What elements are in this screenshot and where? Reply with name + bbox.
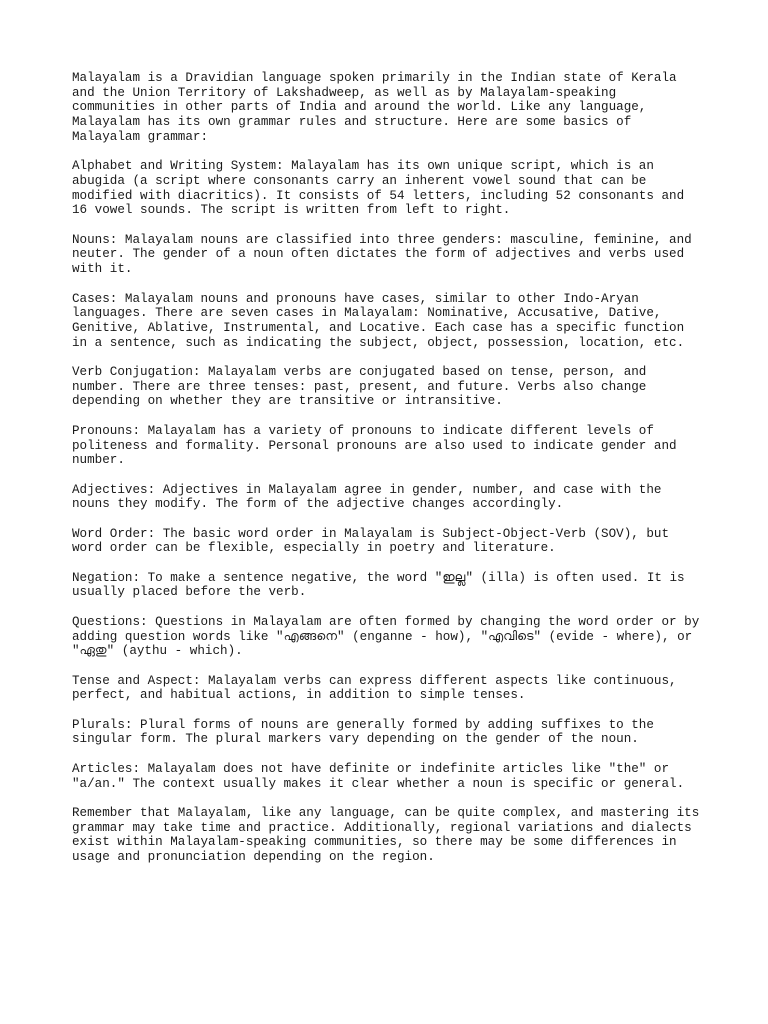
- negation-paragraph: Negation: To make a sentence negative, the word "ഇല്ല" (illa) is often used. It is usually placed before the verb.: [72, 570, 685, 600]
- alphabet-paragraph: Alphabet and Writing System: Malayalam has its own unique script, which is an abugida (a script where consonants carry an inherent vowel sound that can be modified with diacritics). It consists of 54 letters, including 52 consonants and 16 vowel sounds. The script is written from left to right.: [72, 159, 685, 218]
- verb-conjugation-paragraph: Verb Conjugation: Malayalam verbs are conjugated based on tense, person, and number. There are three tenses: past, present, and future. Verbs also change depending on whether they are transitive or intransitive.: [72, 365, 647, 409]
- tense-aspect-paragraph: Tense and Aspect: Malayalam verbs can express different aspects like continuous, perfect, and habitual actions, in addition to simple tenses.: [72, 673, 677, 703]
- conclusion-paragraph: Remember that Malayalam, like any language, can be quite complex, and mastering its grammar may take time and practice. Additionally, regional variations and dialects exist within Malayalam-speaking communities, so there may be some differences in usage and pronunciation depending on the region.: [72, 805, 700, 865]
- adjectives-paragraph: Adjectives: Adjectives in Malayalam agree in gender, number, and case with the nouns they modify. The form of the adjective changes accordingly.: [72, 482, 662, 512]
- word-order-paragraph: Word Order: The basic word order in Malayalam is Subject-Object-Verb (SOV), but word order can be flexible, especially in poetry and literature.: [72, 526, 670, 556]
- intro-paragraph: Malayalam is a Dravidian language spoken primarily in the Indian state of Kerala and the Union Territory of Lakshadweep, as well as by Malayalam-speaking communities in other parts of India and around the world. Like any language, Malayalam has its own grammar rules and structure. Here are some basics of Malayalam grammar:: [72, 71, 677, 144]
- cases-paragraph: Cases: Malayalam nouns and pronouns have cases, similar to other Indo-Aryan languages. There are seven cases in Malayalam: Nominative, Accusative, Dative, Genitive, Ablative, Instrumental, and Locative. Each case has a specific function in a sentence, such as indicating the subject, object, possession, location, etc.: [72, 291, 685, 350]
- articles-paragraph: Articles: Malayalam does not have definite or indefinite articles like "the" or "a/an." The context usually makes it clear whether a noun is specific or general.: [72, 761, 685, 791]
- pronouns-paragraph: Pronouns: Malayalam has a variety of pronouns to indicate different levels of politeness and formality. Personal pronouns are also used to indicate gender and number.: [72, 423, 677, 468]
- document-body: [72, 71, 712, 879]
- plurals-paragraph: Plurals: Plural forms of nouns are generally formed by adding suffixes to the singular form. The plural markers vary depending on the gender of the noun.: [72, 717, 654, 747]
- questions-paragraph: Questions: Questions in Malayalam are often formed by changing the word order or by adding question words like "എങ്ങനെ" (enganne - how), "എവിടെ" (evide - where), or "ഏതു" (aythu - which).: [72, 614, 700, 659]
- nouns-paragraph: Nouns: Malayalam nouns are classified into three genders: masculine, feminine, and neuter. The gender of a noun often dictates the form of adjectives and verbs used with it.: [72, 232, 692, 277]
